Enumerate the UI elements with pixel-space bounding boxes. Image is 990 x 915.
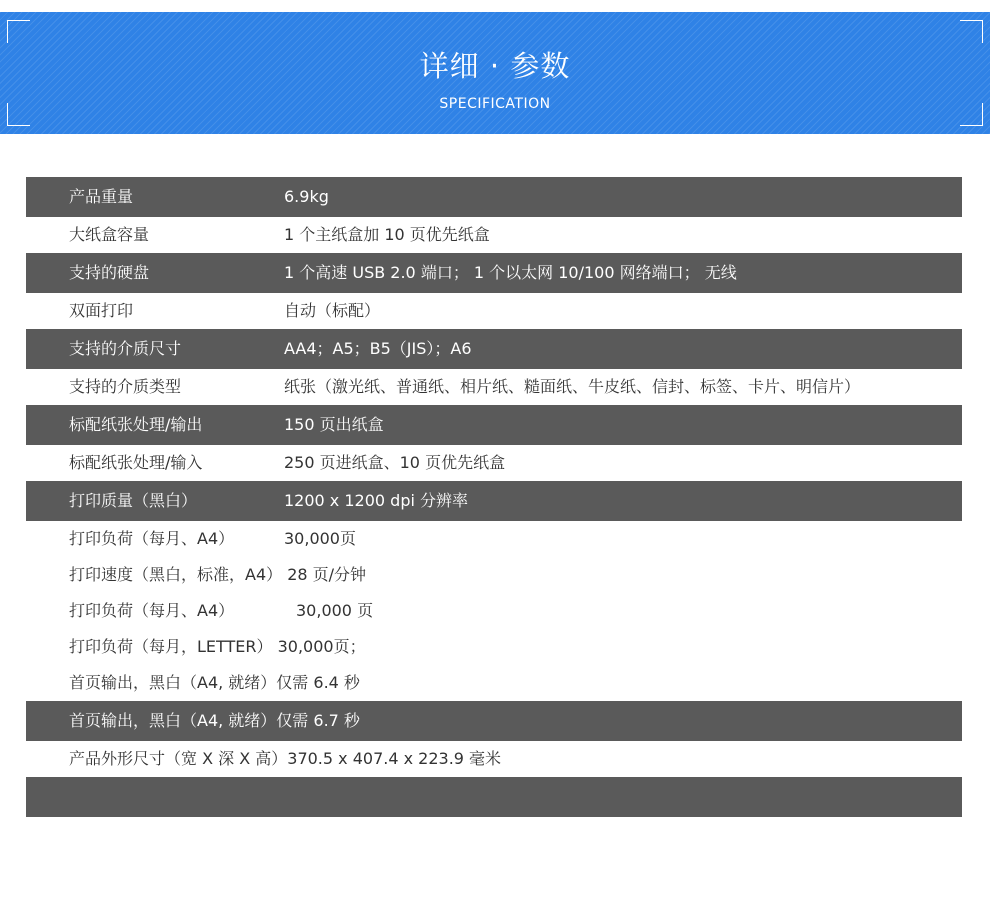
spec-label: 打印负荷（每月、A4） — [69, 601, 235, 620]
spec-text: 产品外形尺寸（宽 X 深 X 高）370.5 x 407.4 x 223.9 毫米 — [69, 749, 502, 768]
spec-row — [26, 329, 962, 369]
spec-row — [26, 521, 962, 557]
spec-value: 自动（标配） — [284, 301, 381, 320]
spec-value: 纸张（激光纸、普通纸、相片纸、糙面纸、牛皮纸、信封、标签、卡片、明信片） — [284, 377, 861, 396]
spec-value: 1 个高速 USB 2.0 端口； 1 个以太网 10/100 网络端口； 无线 — [284, 263, 737, 282]
spec-row — [26, 253, 962, 293]
spec-label: 打印质量（黑白） — [69, 491, 198, 510]
spec-row — [26, 445, 962, 481]
spec-text: 打印负荷（每月，LETTER） 30,000页； — [69, 637, 366, 656]
spec-row — [26, 217, 962, 253]
spec-row — [26, 665, 962, 701]
spec-value: 250 页进纸盒、10 页优先纸盒 — [284, 453, 506, 472]
corner-bracket-top-right — [960, 20, 983, 43]
spec-label: 支持的介质尺寸 — [69, 339, 182, 358]
spec-value: 30,000 页 — [296, 601, 374, 620]
spec-label: 标配纸张处理/输出 — [69, 415, 203, 434]
spec-label: 支持的介质类型 — [69, 377, 182, 396]
spec-text: 首页输出，黑白（A4, 就绪）仅需 6.7 秒 — [69, 711, 360, 730]
banner-title: 详细 · 参数 — [419, 49, 571, 83]
spec-label: 产品重量 — [69, 187, 134, 206]
spec-label: 支持的硬盘 — [69, 263, 150, 282]
spec-label: 大纸盒容量 — [69, 225, 150, 244]
banner-subtitle: SPECIFICATION — [439, 96, 551, 112]
spec-label: 标配纸张处理/输入 — [69, 453, 203, 472]
spec-value: 1200 x 1200 dpi 分辨率 — [284, 491, 469, 510]
spec-value: 150 页出纸盒 — [284, 415, 384, 434]
spec-row — [26, 741, 962, 777]
spec-value: 6.9kg — [284, 187, 329, 206]
spec-text: 打印速度（黑白，标准，A4） 28 页/分钟 — [69, 565, 367, 584]
spec-label: 打印负荷（每月、A4） — [69, 529, 235, 548]
spec-row-empty — [26, 777, 962, 817]
spec-row — [26, 557, 962, 593]
spec-banner — [0, 12, 990, 134]
spec-row — [26, 701, 962, 741]
spec-table — [26, 177, 962, 817]
spec-text: 首页输出，黑白（A4, 就绪）仅需 6.4 秒 — [69, 673, 360, 692]
spec-row — [26, 629, 962, 665]
spec-label: 双面打印 — [69, 301, 134, 320]
spec-value: AA4；A5；B5（JIS）；A6 — [284, 339, 472, 358]
spec-row — [26, 593, 962, 629]
spec-value: 30,000页 — [284, 529, 356, 548]
spec-row — [26, 293, 962, 329]
spec-row — [26, 405, 962, 445]
spec-row — [26, 369, 962, 405]
spec-row — [26, 177, 962, 217]
corner-bracket-top-left — [7, 20, 30, 43]
spec-row — [26, 481, 962, 521]
spec-value: 1 个主纸盒加 10 页优先纸盒 — [284, 225, 490, 244]
